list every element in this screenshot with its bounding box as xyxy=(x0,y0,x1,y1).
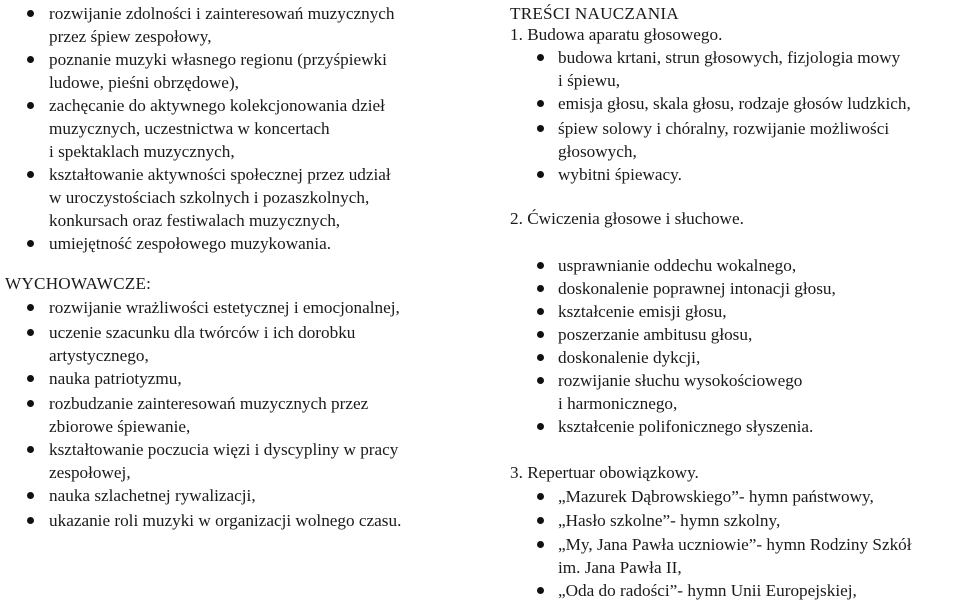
list-item-line: głosowych, xyxy=(558,142,637,161)
section-heading-wychowawcze: WYCHOWAWCZE: xyxy=(5,274,152,293)
bullet-icon xyxy=(27,492,34,499)
list-item-line: rozwijanie zdolności i zainteresowań muzycznych xyxy=(49,4,395,23)
list-item-line: zespołowej, xyxy=(49,463,131,482)
list-item-line: kształcenie emisji głosu, xyxy=(558,302,727,321)
bullet-icon xyxy=(537,100,544,107)
list-item-line: śpiew solowy i chóralny, rozwijanie możliwości xyxy=(558,119,890,138)
bullet-icon xyxy=(27,400,34,407)
list-item-line: rozwijanie słuchu wysokościowego xyxy=(558,371,803,390)
bullet-icon xyxy=(537,587,544,594)
list-item-line: nauka patriotyzmu, xyxy=(49,369,182,388)
bullet-icon xyxy=(27,240,34,247)
list-item-line: usprawnianie oddechu wokalnego, xyxy=(558,256,797,275)
list-item-line: i śpiewu, xyxy=(558,71,621,90)
list-item-line: poszerzanie ambitusu głosu, xyxy=(558,325,753,344)
list-item-line: i harmonicznego, xyxy=(558,394,678,413)
list-item-line: kształcenie polifonicznego słyszenia. xyxy=(558,417,814,436)
bullet-icon xyxy=(537,308,544,315)
bullet-icon xyxy=(537,423,544,430)
list-item-line: przez śpiew zespołowy, xyxy=(49,27,212,46)
list-item-line: muzycznych, uczestnictwa w koncertach xyxy=(49,119,330,138)
list-item-line: kształtowanie aktywności społecznej przez udział xyxy=(49,165,391,184)
list-item-line: poznanie muzyki własnego regionu (przyśpiewki xyxy=(49,50,387,69)
list-item-line: konkursach oraz festiwalach muzycznych, xyxy=(49,211,341,230)
bullet-icon xyxy=(537,285,544,292)
bullet-icon xyxy=(27,329,34,336)
bullet-icon xyxy=(27,10,34,17)
list-item-line: rozbudzanie zainteresowań muzycznych przez xyxy=(49,394,369,413)
list-item-line: wybitni śpiewacy. xyxy=(558,165,682,184)
section-title-2: 2. Ćwiczenia głosowe i słuchowe. xyxy=(510,209,744,228)
bullet-icon xyxy=(537,377,544,384)
bullet-icon xyxy=(27,375,34,382)
bullet-icon xyxy=(537,125,544,132)
bullet-icon xyxy=(537,54,544,61)
section-title-3: 3. Repertuar obowiązkowy. xyxy=(510,463,699,482)
list-item-line: ukazanie roli muzyki w organizacji wolnego czasu. xyxy=(49,511,402,530)
bullet-icon xyxy=(27,517,34,524)
list-item-line: nauka szlachetnej rywalizacji, xyxy=(49,486,256,505)
bullet-icon xyxy=(537,541,544,548)
list-item-line: rozwijanie wrażliwości estetycznej i emocjonalnej, xyxy=(49,298,400,317)
list-item-line: „Oda do radości”- hymn Unii Europejskiej, xyxy=(558,581,857,600)
list-item-line: zbiorowe śpiewanie, xyxy=(49,417,191,436)
list-item-line: doskonalenie dykcji, xyxy=(558,348,701,367)
list-item-line: doskonalenie poprawnej intonacji głosu, xyxy=(558,279,836,298)
bullet-icon xyxy=(537,493,544,500)
list-item-line: kształtowanie poczucia więzi i dyscypliny w pracy xyxy=(49,440,399,459)
bullet-icon xyxy=(537,262,544,269)
list-item-line: im. Jana Pawła II, xyxy=(558,558,682,577)
bullet-icon xyxy=(27,102,34,109)
section-heading-tresci-nauczania: TREŚCI NAUCZANIA xyxy=(510,4,679,23)
bullet-icon xyxy=(27,446,34,453)
bullet-icon xyxy=(27,304,34,311)
list-item-line: ludowe, pieśni obrzędowe), xyxy=(49,73,239,92)
bullet-icon xyxy=(537,354,544,361)
list-item-line: artystycznego, xyxy=(49,346,149,365)
list-item-line: emisja głosu, skala głosu, rodzaje głosów ludzkich, xyxy=(558,94,911,113)
bullet-icon xyxy=(537,171,544,178)
list-item-line: umiejętność zespołowego muzykowania. xyxy=(49,234,332,253)
section-title-1: 1. Budowa aparatu głosowego. xyxy=(510,25,723,44)
list-item-line: „Mazurek Dąbrowskiego”- hymn państwowy, xyxy=(558,487,874,506)
list-item-line: i spektaklach muzycznych, xyxy=(49,142,235,161)
bullet-icon xyxy=(537,331,544,338)
list-item-line: uczenie szacunku dla twórców i ich dorobku xyxy=(49,323,356,342)
list-item-line: zachęcanie do aktywnego kolekcjonowania dzieł xyxy=(49,96,385,115)
bullet-icon xyxy=(537,517,544,524)
bullet-icon xyxy=(27,56,34,63)
list-item-line: budowa krtani, strun głosowych, fizjologia mowy xyxy=(558,48,901,67)
bullet-icon xyxy=(27,171,34,178)
list-item-line: „Hasło szkolne”- hymn szkolny, xyxy=(558,511,781,530)
list-item-line: w uroczystościach szkolnych i pozaszkolnych, xyxy=(49,188,370,207)
list-item-line: „My, Jana Pawła uczniowie”- hymn Rodziny Szkół xyxy=(558,535,912,554)
